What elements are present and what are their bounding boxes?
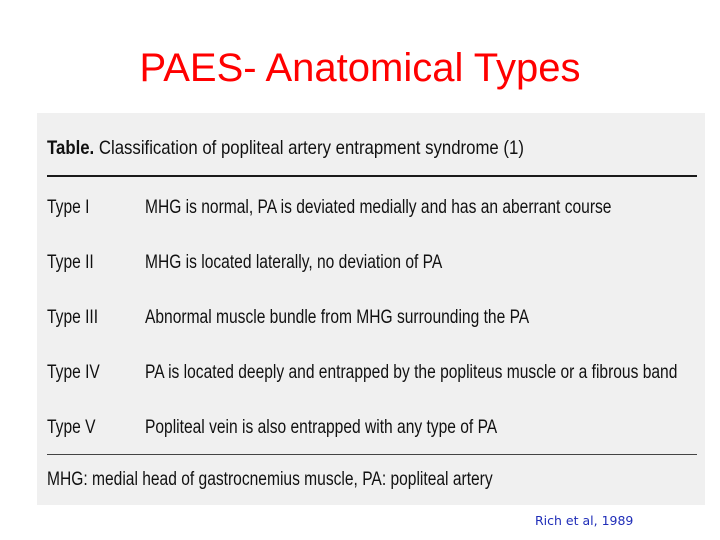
- table-caption: [47, 137, 524, 160]
- description-cell: MHG is located laterally, no deviation of PA: [145, 252, 443, 273]
- type-cell: Type IV: [47, 362, 100, 383]
- description-cell: Popliteal vein is also entrapped with any type of PA: [145, 417, 498, 438]
- type-cell: Type I: [47, 197, 90, 218]
- table-footnote: MHG: medial head of gastrocnemius muscle, PA: popliteal artery: [47, 469, 493, 490]
- table-row: [47, 307, 697, 333]
- table-caption-text: Classification of popliteal artery entrapment syndrome (1): [98, 137, 524, 159]
- table-row: [47, 252, 697, 278]
- description-cell: Abnormal muscle bundle from MHG surrounding the PA: [145, 307, 530, 328]
- citation: Rich et al, 1989: [535, 513, 634, 528]
- table-footer-rule: [47, 454, 697, 455]
- type-cell: Type II: [47, 252, 94, 273]
- description-cell: MHG is normal, PA is deviated medially and has an aberrant course: [145, 197, 612, 218]
- table-header-rule: [47, 175, 697, 177]
- table-row: [47, 362, 697, 388]
- classification-table: [37, 113, 705, 505]
- slide-title: PAES- Anatomical Types: [139, 46, 581, 90]
- type-cell: Type V: [47, 417, 96, 438]
- table-caption-label: Table.: [47, 137, 95, 159]
- table-row: [47, 197, 697, 223]
- table-row: [47, 417, 697, 443]
- description-cell: PA is located deeply and entrapped by the popliteus muscle or a fibrous band: [145, 362, 678, 383]
- type-cell: Type III: [47, 307, 99, 328]
